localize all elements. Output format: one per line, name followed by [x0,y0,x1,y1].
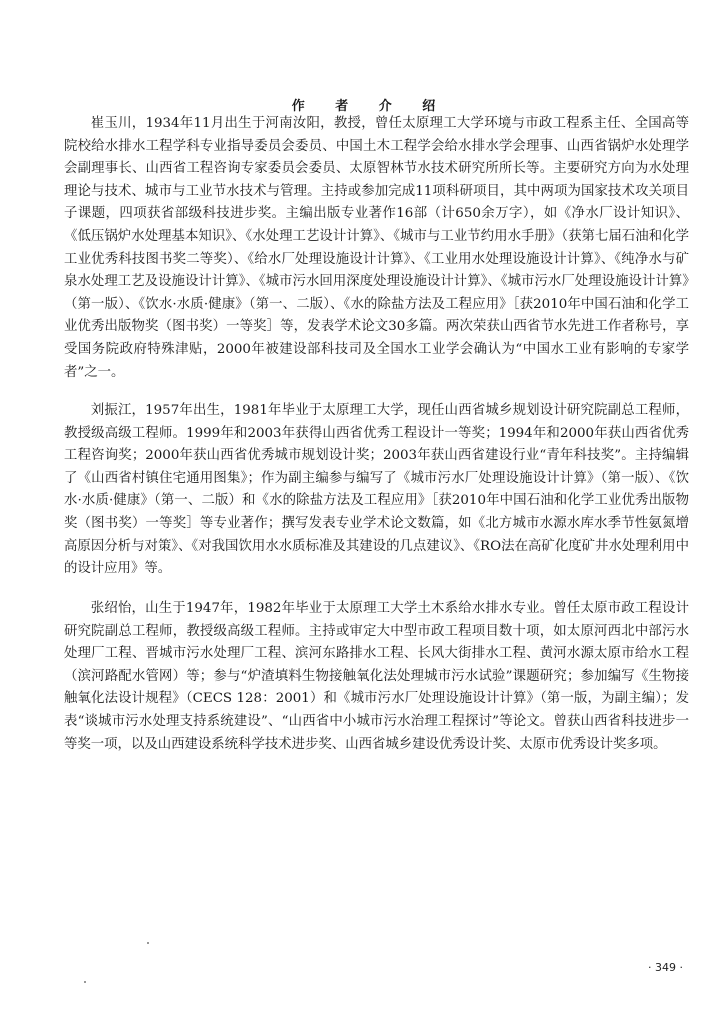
page-title: 作 者 介 绍 [291,98,449,114]
author-bio-liu-zhenjiang: 刘振江，1957年出生，1981年毕业于太原理工大学，现任山西省城乡规划设计研究院副总工程师，教授级高级工程师。1999年和2003年获得山西省优秀工程设计一等奖；1994年和2000年获山西省优秀工程咨询奖；2000年获山西省优秀城市规划设计奖；2003年获山西省建设行业“青年科技奖”。主持编辑了《山西省村镇住宅通用图集》；作为副主编参与编写了《城市污水厂处理设施设计计算》（第一版）、《饮水·水质·健康》（第一、二版）和《水的除盐方法及工程应用》［获2010年中国石油和化学工业优秀出版物奖（图书奖）一等奖］等专业著作；撰写发表专业学术论文数篇，如《北方城市水源水库水季节性氨氮增高原因分析与对策》、《对我国饮用水水质标准及其建设的几点建议》、《RO法在高矿化度矿井水处理利用中的设计应用》等。 [64,403,689,577]
author-bio-cui-yuchuan: 崔玉川，1934年11月出生于河南汝阳，教授，曾任太原理工大学环境与市政工程系主任、全国高等院校给水排水工程学科专业指导委员会委员、中国土木工程学会给水排水学会理事、山西省锅炉水处理学会副理事长、山西省工程咨询专家委员会委员、太原智林节水技术研究所所长等。主要研究方向为水处理理论与技术、城市与工业节水技术与管理。主持或参加完成11项科研项目，其中两项为国家技术攻关项目子课题，四项获省部级科技进步奖。主编出版专业著作16部（计650余万字），如《净水厂设计知识》、《低压锅炉水处理基本知识》、《水处理工艺设计计算》、《城市与工业节约用水手册》（获第七届石油和化学工业优秀科技图书奖二等奖）、《给水厂处理设施设计计算》、《工业用水处理设施设计计算》、《纯净水与矿泉水处理工艺及设施设计计算》、《城市污水回用深度处理设施设计计算》、《城市污水厂处理设施设计计算》（第一版）、《饮水·水质·健康》（第一、二版）、《水的除盐方法及工程应用》［获2010年中国石油和化学工业优秀出版物奖（图书奖）一等奖］等，发表学术论文30多篇。两次荣获山西省节水先进工作者称号，享受国务院政府特殊津贴，2000年被建设部科技司及全国水工业学会确认为“中国水工业有影响的专家学者”之一。 [64,116,689,380]
page-number: · 349 · [648,961,683,974]
scan-speck [84,981,86,983]
scan-speck [147,942,149,944]
author-bio-zhang-shaoyi: 张绍怡，山生于1947年，1982年毕业于太原理工大学土木系给水排水专业。曾任太原市政工程设计研究院副总工程师，教授级高级工程师。主持或审定大中型市政工程项目数十项，如太原河西北中部污水处理厂工程、晋城市污水处理厂工程、滨河东路排水工程、长风大街排水工程、黄河水源太原市给水工程（滨河路配水管网）等；参与“炉渣填料生物接触氧化法处理城市污水试验”课题研究；参加编写《生物接触氧化法设计规程》（CECS 128：2001）和《城市污水厂处理设施设计计算》（第一版，为副主编）；发表“谈城市污水处理支持系统建设”、“山西省中小城市污水治理工程探讨”等论文。曾获山西省科技进步一等奖一项，以及山西建设系统科学技术进步奖、山西省城乡建设优秀设计奖、太原市优秀设计奖多项。 [64,601,689,752]
